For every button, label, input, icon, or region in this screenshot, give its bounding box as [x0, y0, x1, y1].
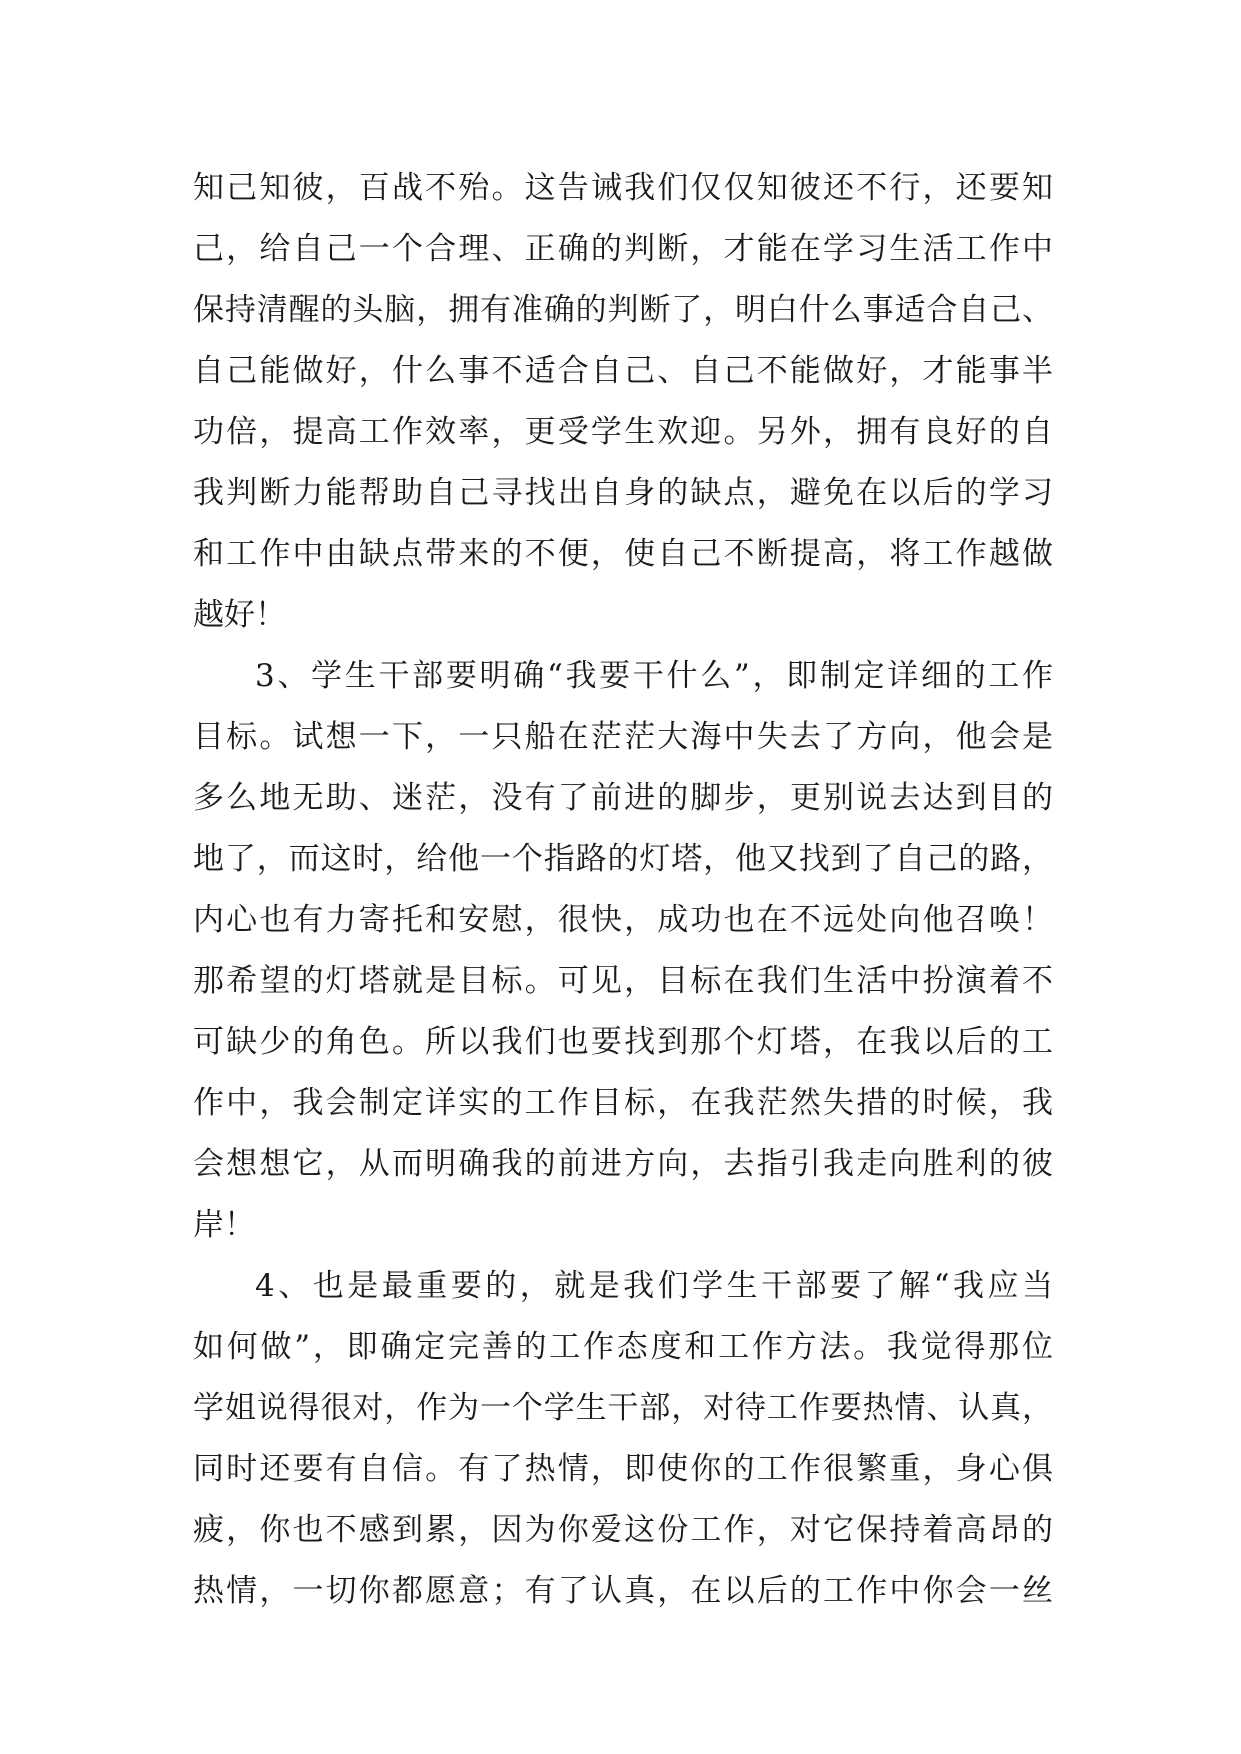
text-line: 地了，而这时，给他一个指路的灯塔，他又找到了自己的路，: [193, 841, 1053, 877]
text-line: 学姐说得很对，作为一个学生干部，对待工作要热情、认真，: [193, 1390, 1053, 1426]
text-line: 己，给自己一个合理、正确的判断，才能在学习生活工作中: [193, 231, 1053, 267]
text-line: 4、也是最重要的，就是我们学生干部要了解“我应当: [255, 1268, 1053, 1304]
text-line: 可缺少的角色。所以我们也要找到那个灯塔，在我以后的工: [193, 1024, 1053, 1060]
text-line: 我判断力能帮助自己寻找出自身的缺点，避免在以后的学习: [193, 475, 1053, 511]
text-line: 同时还要有自信。有了热情，即使你的工作很繁重，身心俱: [193, 1451, 1053, 1487]
text-line: 热情，一切你都愿意；有了认真，在以后的工作中你会一丝: [193, 1573, 1053, 1609]
text-line: 自己能做好，什么事不适合自己、自己不能做好，才能事半: [193, 353, 1053, 389]
text-line: 和工作中由缺点带来的不便，使自己不断提高，将工作越做: [193, 536, 1053, 572]
text-line: 疲，你也不感到累，因为你爱这份工作，对它保持着高昂的: [193, 1512, 1053, 1548]
body-text: [193, 158, 1053, 1622]
text-line: 会想想它，从而明确我的前进方向，去指引我走向胜利的彼: [193, 1146, 1053, 1182]
text-line: 作中，我会制定详实的工作目标，在我茫然失措的时候，我: [193, 1085, 1053, 1121]
text-line: 岸！: [193, 1207, 255, 1243]
text-line: 目标。试想一下，一只船在茫茫大海中失去了方向，他会是: [193, 719, 1053, 755]
text-line: 多么地无助、迷茫，没有了前进的脚步，更别说去达到目的: [193, 780, 1053, 816]
text-line: 越好！: [193, 597, 286, 633]
text-line: 功倍，提高工作效率，更受学生欢迎。另外，拥有良好的自: [193, 414, 1053, 450]
text-line: 知己知彼，百战不殆。这告诫我们仅仅知彼还不行，还要知: [193, 170, 1053, 206]
text-line: 保持清醒的头脑，拥有准确的判断了，明白什么事适合自己、: [193, 292, 1053, 328]
text-line: 那希望的灯塔就是目标。可见，目标在我们生活中扮演着不: [193, 963, 1053, 999]
text-line: 内心也有力寄托和安慰，很快，成功也在不远处向他召唤！: [193, 902, 1053, 938]
text-line: 如何做”，即确定完善的工作态度和工作方法。我觉得那位: [193, 1329, 1053, 1365]
text-line: 3、学生干部要明确“我要干什么”，即制定详细的工作: [255, 658, 1053, 694]
